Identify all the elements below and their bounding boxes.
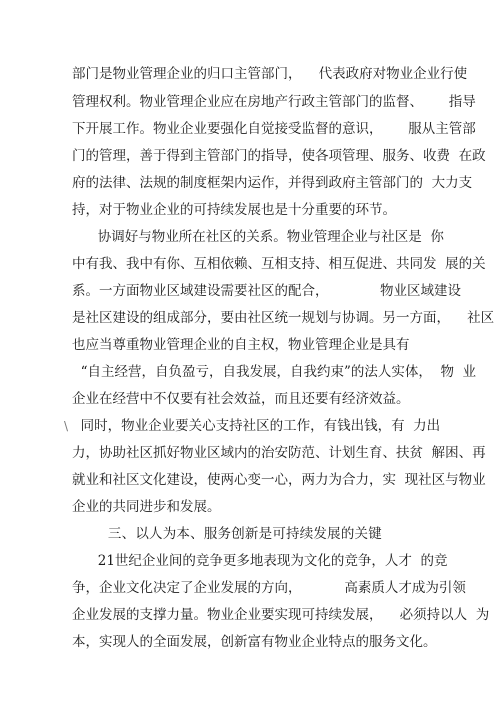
- text-line: 持，对于物业企业的可持续发展也是十分重要的环节。: [72, 202, 396, 218]
- text-line: 是社区建设的组成部分，要由社区统一规划与协调。另一方面， 社区: [72, 310, 495, 326]
- text-line: 本，实现人的全面发展，创新富有物业企业特点的服务文化。: [72, 634, 437, 650]
- text-line: 企业发展的支撑力量。物业企业要实现可持续发展， 必须持以人 为: [72, 607, 490, 623]
- text-line: 门的管理，善于得到主管部门的指导，使各项管理、服务、收费 在政: [72, 148, 486, 164]
- text-line: 也应当尊重物业管理企业的自主权，物业管理企业是具有: [72, 337, 410, 353]
- text-line: 协调好与物业所在社区的关系。物业管理企业与社区是 你: [72, 229, 444, 245]
- text-line: “自主经营，自负盈亏，自我发展，自我约束”的法人实体， 物 业: [72, 364, 477, 380]
- text-line: 下开展工作。物业企业要强化自觉接受监督的意识， 服从主管部: [72, 121, 476, 137]
- text-line: 21世纪企业间的竞争更多地表现为文化的竞争，人才 的竞: [72, 553, 448, 569]
- text-line: 中有我、我中有你、互相依赖、互相支持、相互促进、共同发 展的关: [72, 256, 486, 272]
- text-line: 就业和社区文化建设，使两心变一心，两力为合力，实 现社区与物业: [72, 472, 486, 488]
- section-heading: 三、以人为本、服务创新是可持续发展的关键: [72, 526, 382, 542]
- text-line: 力，协助社区抓好物业区域内的治安防范、计划生育、扶贫 解困、再: [72, 445, 486, 461]
- text-line: 企业在经营中不仅要有社会效益，而且还要有经济效益。: [72, 391, 410, 407]
- text-line: 争，企业文化决定了企业发展的方向， 高素质人才成为引领: [72, 580, 466, 596]
- text-line: 部门是物业管理企业的归口主管部门， 代表政府对物业企业行使: [72, 66, 468, 82]
- text-line: 系。一方面物业区域建设需要社区的配合， 物业区域建设: [72, 283, 461, 299]
- text-line: 府的法律、法规的制度框架内运作，并得到政府主管部门的 大力支: [72, 175, 473, 191]
- text-line: 同时，物业企业要关心支持社区的工作，有钱出钱，有 力出: [72, 418, 441, 434]
- text-line: 管理权利。物业管理企业应在房地产行政主管部门的监督、 指导: [72, 94, 476, 110]
- stray-mark: \: [64, 419, 69, 433]
- text-line: 企业的共同进步和发展。: [72, 499, 221, 515]
